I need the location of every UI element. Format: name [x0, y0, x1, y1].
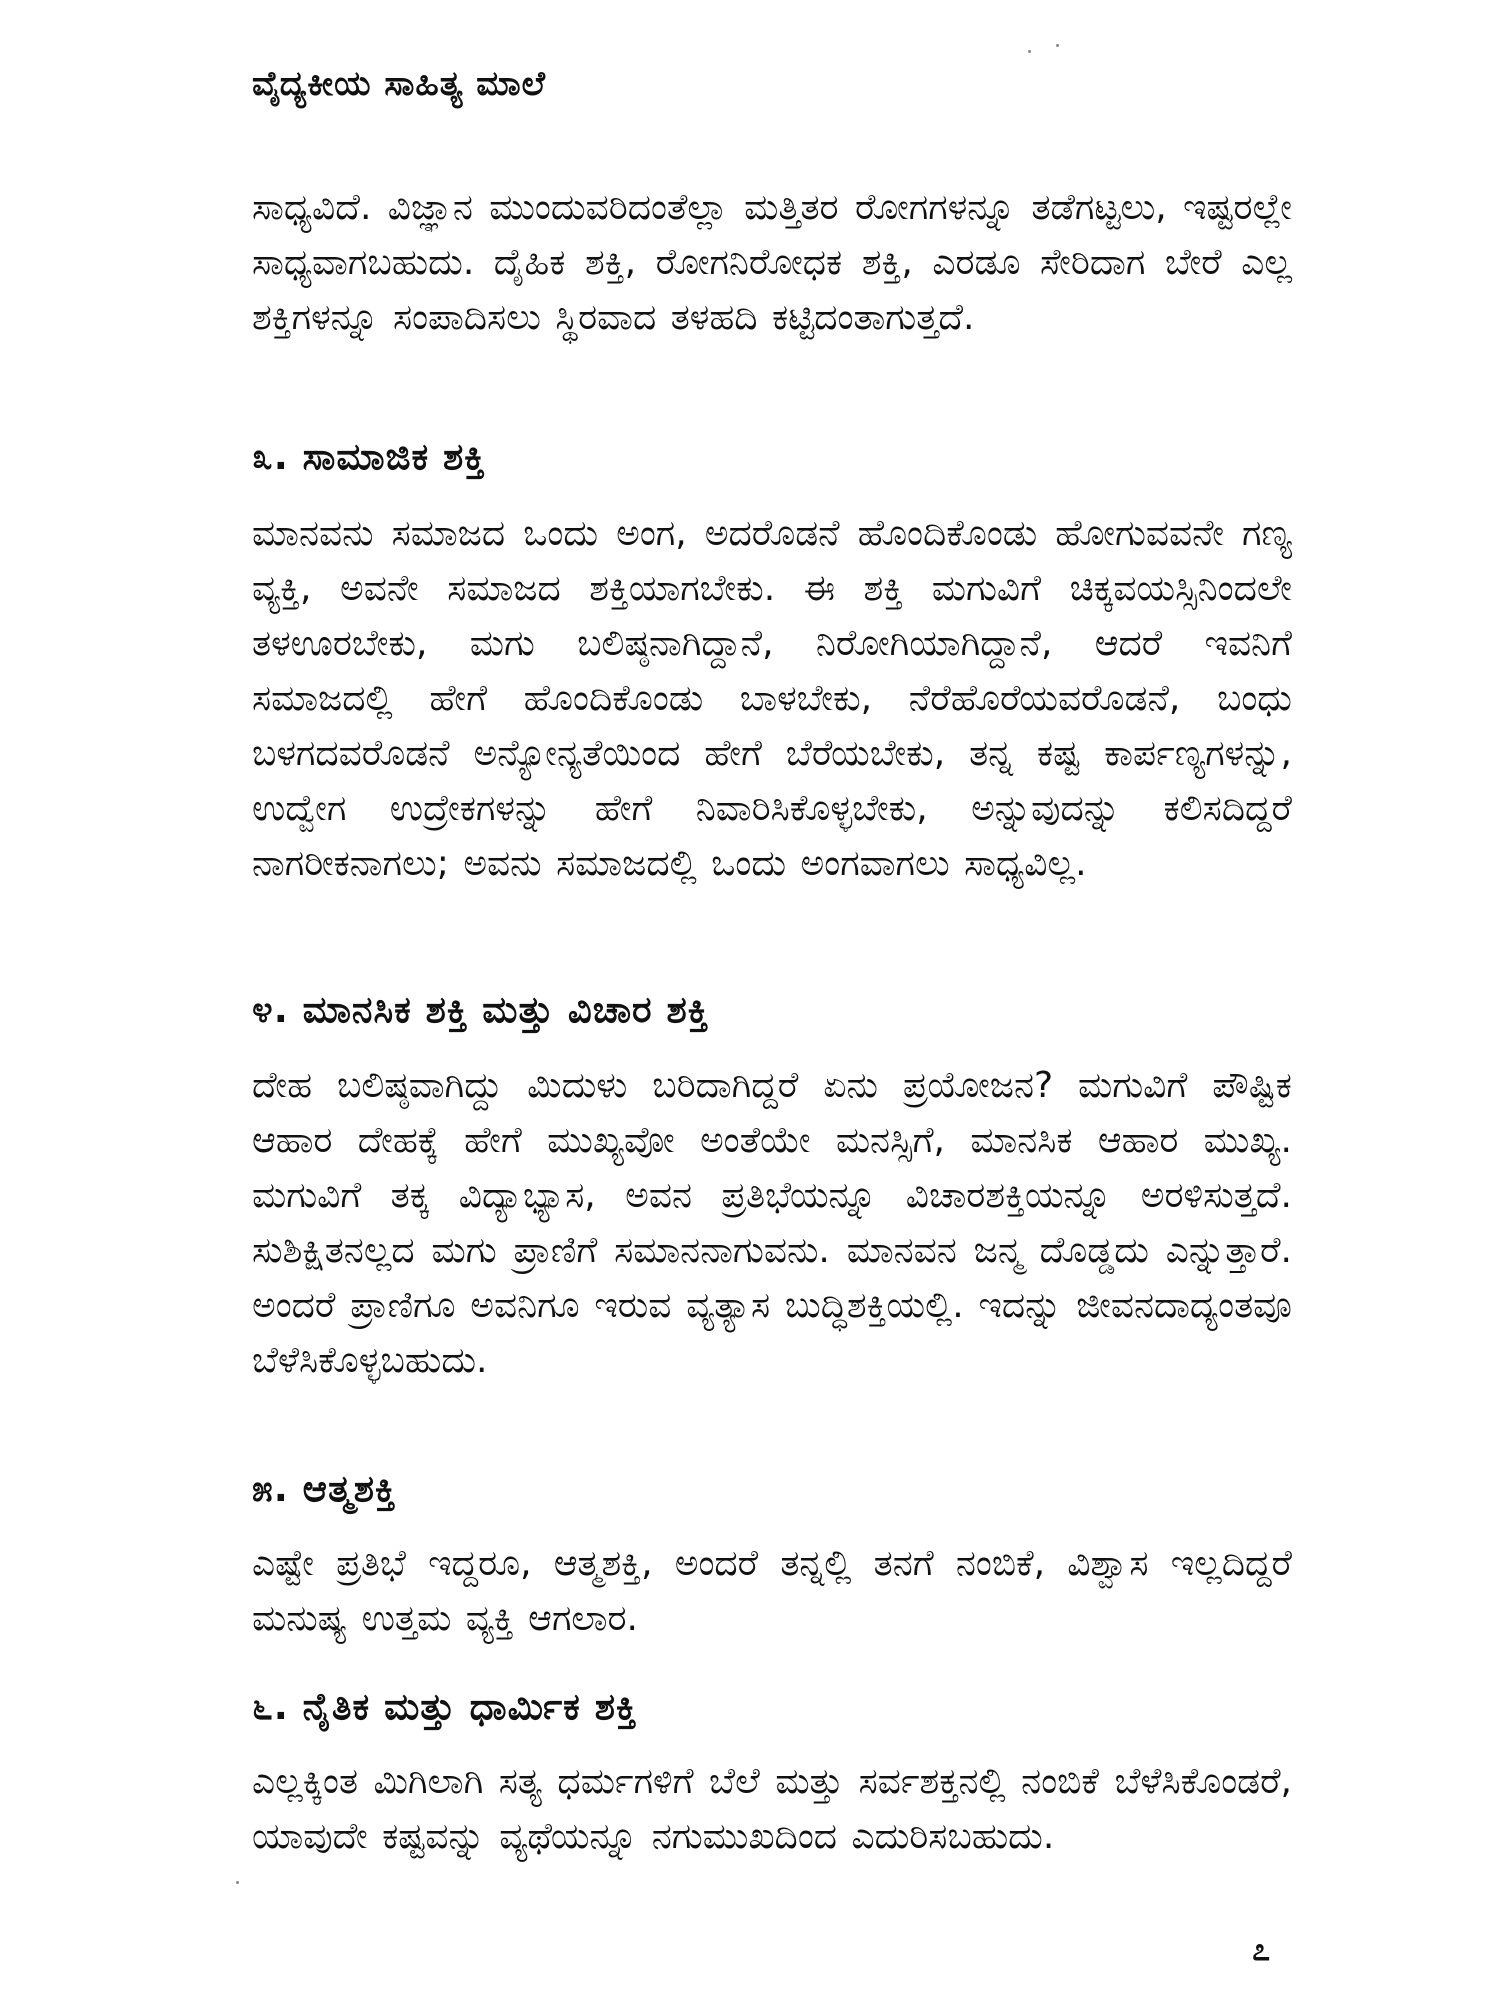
section-body-self-strength: ಎಷ್ಟೇ ಪ್ರತಿಭೆ ಇದ್ದರೂ, ಆತ್ಮಶಕ್ತಿ, ಅಂದರೆ ತನ್ನಲ್ಲಿ ತನಗೆ ನಂಬಿಕೆ, ವಿಶ್ವಾಸ ಇಲ್ಲದಿದ್ದರೆ ಮನುಷ್ಯ ಉತ್ತಮ ವ್ಯಕ್ತಿ ಆಗಲಾರ. [252, 1543, 1292, 1639]
intro-paragraph: ಸಾಧ್ಯವಿದೆ. ವಿಜ್ಞಾನ ಮುಂದುವರಿದಂತೆಲ್ಲಾ ಮತ್ತಿತರ ರೋಗಗಳನ್ನೂ ತಡೆಗಟ್ಟಲು, ಇಷ್ಟರಲ್ಲೇ ಸಾಧ್ಯವಾಗಬಹುದು. ದೈಹಿಕ ಶಕ್ತಿ, ರೋಗನಿರೋಧಕ ಶಕ್ತಿ, ಎರಡೂ ಸೇರಿದಾಗ ಬೇರೆ ಎಲ್ಲ ಶಕ್ತಿಗಳನ್ನೂ ಸಂಪಾದಿಸಲು ಸ್ಥಿರವಾದ ತಳಹದಿ ಕಟ್ಟಿದಂತಾಗುತ್ತದೆ. [252, 187, 1292, 338]
section-heading-social-strength: ೩. ಸಾಮಾಜಿಕ ಶಕ್ತಿ [252, 435, 486, 478]
section-body-social-strength: ಮಾನವನು ಸಮಾಜದ ಒಂದು ಅಂಗ, ಅದರೊಡನೆ ಹೊಂದಿಕೊಂಡು ಹೋಗುವವನೇ ಗಣ್ಯ ವ್ಯಕ್ತಿ, ಅವನೇ ಸಮಾಜದ ಶಕ್ತಿಯಾಗಬೇಕು. ಈ ಶಕ್ತಿ ಮಗುವಿಗೆ ಚಿಕ್ಕವಯಸ್ಸಿನಿಂದಲೇ ತಳಊರಬೇಕು, ಮಗು ಬಲಿಷ್ಠನಾಗಿದ್ದಾನೆ, ನಿರೋಗಿಯಾಗಿದ್ದಾನೆ, ಆದರೆ ಇವನಿಗೆ ಸಮಾಜದಲ್ಲಿ ಹೇಗೆ ಹೊಂದಿಕೊಂಡು ಬಾಳಬೇಕು, ನೆರೆಹೊರೆಯವರೊಡನೆ, ಬಂಧು ಬಳಗದವರೊಡನೆ ಅನ್ಯೋನ್ಯತೆಯಿಂದ ಹೇಗೆ ಬೆರೆಯಬೇಕು, ತನ್ನ ಕಷ್ಟ ಕಾರ್ಪಣ್ಯಗಳನ್ನು, ಉದ್ವೇಗ ಉದ್ರೇಕಗಳನ್ನು ಹೇಗೆ ನಿವಾರಿಸಿಕೊಳ್ಳಬೇಕು, ಅನ್ನುವುದನ್ನು ಕಲಿಸದಿದ್ದರೆ ನಾಗರೀಕನಾಗಲು; ಅವನು ಸಮಾಜದಲ್ಲಿ ಒಂದು ಅಂಗವಾಗಲು ಸಾಧ್ಯವಿಲ್ಲ. [252, 513, 1292, 884]
scan-speck [236, 1881, 239, 1884]
page-number: ೭ [1252, 1930, 1270, 1968]
scan-speck [1028, 50, 1031, 53]
running-head: ವೈದ್ಯಕೀಯ ಸಾಹಿತ್ಯ ಮಾಲೆ [252, 64, 547, 104]
section-heading-mental-strength: ೪. ಮಾನಸಿಕ ಶಕ್ತಿ ಮತ್ತು ವಿಚಾರ ಶಕ್ತಿ [252, 988, 710, 1031]
section-body-moral-strength: ಎಲ್ಲಕ್ಕಿಂತ ಮಿಗಿಲಾಗಿ ಸತ್ಯ ಧರ್ಮಗಳಿಗೆ ಬೆಲೆ ಮತ್ತು ಸರ್ವಶಕ್ತನಲ್ಲಿ ನಂಬಿಕೆ ಬೆಳೆಸಿಕೊಂಡರೆ, ಯಾವುದೇ ಕಷ್ಟವನ್ನು ವ್ಯಥೆಯನ್ನೂ ನಗುಮುಖದಿಂದ ಎದುರಿಸಬಹುದು. [252, 1761, 1292, 1857]
section-heading-self-strength: ೫. ಆತ್ಮಶಕ್ತಿ [252, 1467, 397, 1510]
section-body-mental-strength: ದೇಹ ಬಲಿಷ್ಠವಾಗಿದ್ದು ಮಿದುಳು ಬರಿದಾಗಿದ್ದರೆ ಏನು ಪ್ರಯೋಜನ? ಮಗುವಿಗೆ ಪೌಷ್ಟಿಕ ಆಹಾರ ದೇಹಕ್ಕೆ ಹೇಗೆ ಮುಖ್ಯವೋ ಅಂತೆಯೇ ಮನಸ್ಸಿಗೆ, ಮಾನಸಿಕ ಆಹಾರ ಮುಖ್ಯ. ಮಗುವಿಗೆ ತಕ್ಕ ವಿದ್ಯಾಭ್ಯಾಸ, ಅವನ ಪ್ರತಿಭೆಯನ್ನೂ ವಿಚಾರಶಕ್ತಿಯನ್ನೂ ಅರಳಿಸುತ್ತದೆ. ಸುಶಿಕ್ಷಿತನಲ್ಲದ ಮಗು ಪ್ರಾಣಿಗೆ ಸಮಾನನಾಗುವನು. ಮಾನವನ ಜನ್ಮ ದೊಡ್ಡದು ಎನ್ನುತ್ತಾರೆ. ಅಂದರೆ ಪ್ರಾಣಿಗೂ ಅವನಿಗೂ ಇರುವ ವ್ಯತ್ಯಾಸ ಬುದ್ಧಿಶಕ್ತಿಯಲ್ಲಿ. ಇದನ್ನು ಜೀವನದಾದ್ಯಂತವೂ ಬೆಳೆಸಿಕೊಳ್ಳಬಹುದು. [252, 1065, 1292, 1381]
scan-speck [1056, 44, 1059, 47]
section-heading-moral-strength: ೬. ನೈತಿಕ ಮತ್ತು ಧಾರ್ಮಿಕ ಶಕ್ತಿ [252, 1685, 638, 1728]
